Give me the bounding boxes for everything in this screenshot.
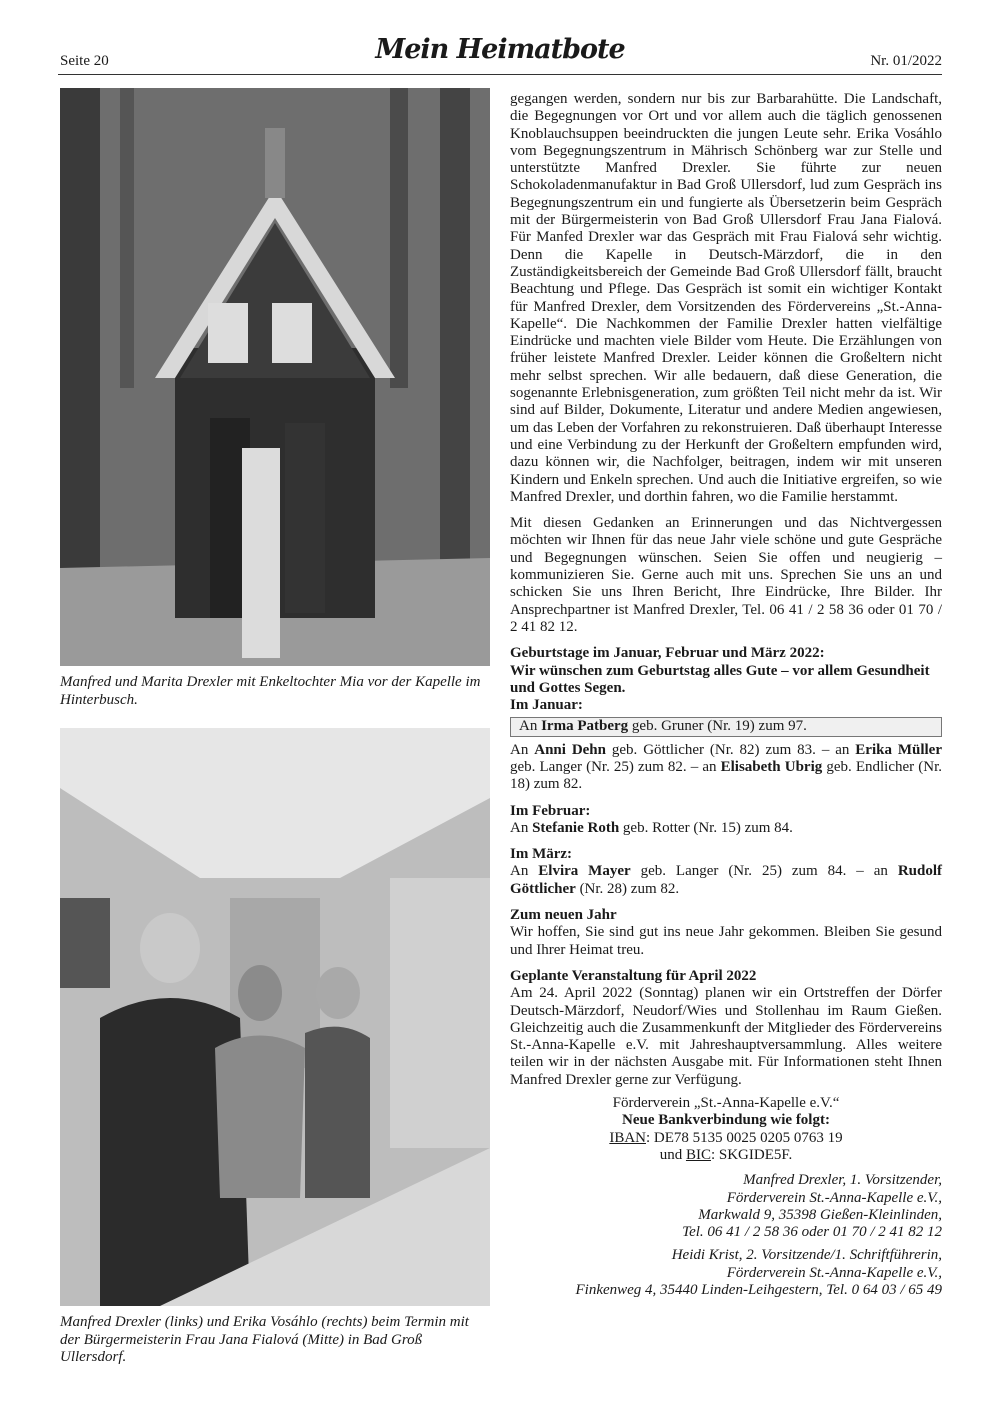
birthday-list — [510, 863, 942, 898]
name: Anni Dehn — [534, 741, 606, 758]
text: An — [510, 741, 535, 758]
issue-number: Nr. 01/2022 — [870, 53, 942, 69]
text: An — [510, 863, 539, 880]
february-heading: Im Februar: — [510, 802, 591, 819]
event-text: Am 24. April 2022 (Sonntag) planen wir ein Ortstreffen der Dörfer Deutsch-Märzdorf, Neudorf/Wies und Stollenhau im Raum Gießen. Gleichzeitig auch die Zusammenkunft der Mitglieder des Fördervereins St.-Anna-Kapelle e.V. mit Jahreshauptversammlung. Alles weitere teilen wir in der nächsten Ausgabe mit. Für Informationen steht Ihnen Manfred Drexler gerne zur Verfügung. — [510, 985, 942, 1088]
birthday-list — [510, 742, 942, 794]
masthead-logo: Mein Heimatbote — [375, 34, 625, 65]
text: geb. Göttlicher (Nr. 82) zum 83. – an — [606, 741, 856, 758]
article-paragraph: Mit diesen Gedanken an Erinnerungen und das Nichtvergessen möchten wir Ihnen für das neue Jahr viele schöne und gute Gespräche und Begegnungen wünschen. Seien Sie offen und neugierig – kommunizieren Sie. Gerne auch mit uns. Sprechen Sie uns an und schicken Sie uns Ihren Bericht, Ihre Eindrücke, Ihre Bilder. Ihr Ansprechpartner ist Manfred Drexler, Tel. 06 41 / 2 58 36 oder 01 70 / 2 41 82 12. — [510, 515, 942, 635]
text: An — [510, 819, 533, 836]
name: Rudolf Göttlicher — [510, 863, 942, 897]
bic-label: BIC — [685, 1146, 711, 1163]
signature-line: Förderverein St.-Anna-Kapelle e.V., — [726, 1189, 942, 1206]
bank-details — [510, 1095, 942, 1164]
bic-value: : SKGIDE5F. — [710, 1146, 793, 1163]
text: geb. Langer (Nr. 25) zum 84. – an — [630, 863, 898, 880]
photo-meeting — [60, 728, 490, 1306]
bank-title: Neue Bankverbindung wie folgt: — [622, 1112, 830, 1129]
march-heading: Im März: — [510, 846, 573, 863]
birthdays-heading: Geburtstage im Januar, Februar und März 2022: — [510, 645, 825, 662]
photo-chapel — [60, 88, 490, 666]
header-rule — [58, 74, 942, 75]
name: Elvira Mayer — [538, 863, 631, 880]
new-year-text: Wir hoffen, Sie sind gut ins neue Jahr gekommen. Bleiben Sie gesund und Ihrer Heimat treu. — [510, 924, 942, 958]
page-number: Seite 20 — [60, 53, 109, 69]
birthday-list — [510, 820, 942, 837]
bank-org: Förderverein „St.-Anna-Kapelle e.V.“ — [612, 1095, 840, 1112]
signature-line: Finkenweg 4, 35440 Linden-Leihgestern, Tel. 0 64 03 / 65 49 — [575, 1282, 942, 1298]
name: Erika Müller — [855, 741, 943, 758]
iban-label: IBAN — [609, 1129, 646, 1146]
signature-line: Markwald 9, 35398 Gießen-Kleinlinden, — [698, 1206, 942, 1223]
signature-line: Manfred Drexler, 1. Vorsitzender, — [743, 1172, 942, 1189]
birthdays-subheading: Wir wünschen zum Geburtstag alles Gute – vor allem Gesundheit und Gottes Segen. — [510, 662, 930, 696]
text: geb. Langer (Nr. 25) zum 82. – an — [510, 758, 721, 775]
signature-line: Tel. 06 41 / 2 58 36 oder 01 70 / 2 41 82 12 — [682, 1224, 942, 1241]
signature-block — [510, 1247, 942, 1299]
article-column — [510, 91, 942, 1305]
signature-block — [510, 1172, 942, 1241]
iban-value: : DE78 5135 0025 0205 0763 19 — [646, 1129, 843, 1146]
signature-line: Heidi Krist, 2. Vorsitzende/1. Schriftführerin, — [671, 1247, 942, 1264]
name: Elisabeth Ubrig — [720, 758, 823, 775]
text: und — [659, 1146, 686, 1163]
event-heading: Geplante Veranstaltung für April 2022 — [510, 967, 757, 984]
highlight-box — [510, 717, 942, 736]
text: geb. Endlicher (Nr. 18) zum 82. — [510, 758, 943, 793]
photo-caption: Manfred und Marita Drexler mit Enkeltochter Mia vor der Kapelle im Hinterbusch. — [60, 674, 481, 708]
name: Stefanie Roth — [532, 819, 620, 836]
new-year-heading: Zum neuen Jahr — [510, 907, 617, 924]
photo-caption: Manfred Drexler (links) und Erika Vosáhlo (rechts) beim Termin mit der Bürgermeisterin Frau Jana Fialová (Mitte) in Bad Groß Ullersdorf. — [60, 1314, 469, 1365]
signature-line: Förderverein St.-Anna-Kapelle e.V., — [726, 1264, 942, 1281]
text: geb. Gruner (Nr. 19) zum 97. — [628, 718, 807, 735]
article-paragraph: gegangen werden, sondern nur bis zur Barbarahütte. Die Landschaft, die Begegnungen vor Ort und vor allem auch die täglich genossenen Knoblauchsuppen beeindruckten die jungen Leute sehr. Erika Vosáhlo vom Begegnungszentrum in Mährisch Schönberg war zur Stelle und unterstützte Manfred Drexler. Sie führte zur neuen Schokoladenmanufaktur in Bad Groß Ullersdorf, lud zum Gespräch ins Begegnungszentrum ein und fungierte als Übersetzerin beim Gespräch mit der Bürgermeisterin von Bad Groß Ullersdorf Frau Jana Fialová. Für Manfed Drexler war das Gespräch mit Frau Fialová sehr wichtig. Denn die Kapelle in Deutsch-Märzdorf, die in den Zuständigkeitsbereich der Gemeinde Bad Groß Ullersdorf fällt, braucht Beachtung und Pflege. Das Gespräch ist somit ein wichtiger Kontakt für Manfred Drexler, dem Vorsitzenden des Fördervereins „St.-Anna-Kapelle“. Die Nachkommen der Familie Drexler hatten vielfältige Eindrücke und machten viele Bilder vom Heute. Die Erzählungen von früher leistete Manfred Drexler. Leider können die Großeltern nicht mehr selbst sprechen. Wir alle bedauern, daß diese Generation, die sogenannte Erlebnisgeneration, zum größten Teil nicht mehr da ist. Wir sind auf Bilder, Dokumente, Literatur und andere Medien angewiesen, um das Leben der Vorfahren zu rekonstruieren. Daß überhaupt Interesse und eine Verbindung zu der Herkunft der Großeltern empfunden wird, dazu können wir, die Nachfolger, beitragen, indem wir mit unseren Kindern und Enkeln sprechen. Und auch die Initiative ergreifen, so wie Manfred Drexler, und dorthin fahren, wo die Familie herstammt. — [510, 91, 942, 505]
text: geb. Rotter (Nr. 15) zum 84. — [619, 819, 793, 836]
january-heading: Im Januar: — [510, 697, 583, 714]
text: An — [519, 718, 542, 735]
name: Irma Patberg — [541, 718, 629, 735]
text: (Nr. 28) zum 82. — [575, 880, 680, 897]
